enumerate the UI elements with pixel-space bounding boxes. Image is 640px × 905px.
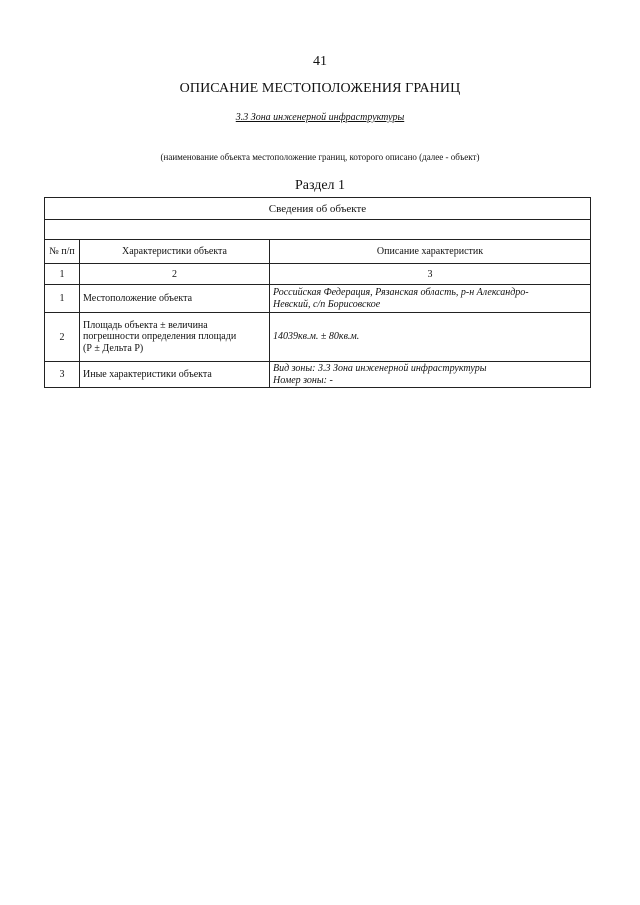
row-number: 2 (45, 313, 80, 362)
column-number-2: 2 (80, 264, 270, 285)
column-numbers-row (45, 264, 591, 285)
document-title: ОПИСАНИЕ МЕСТОПОЛОЖЕНИЯ ГРАНИЦ (179, 81, 461, 96)
section-title: Раздел 1 (294, 178, 346, 193)
row-description (270, 362, 591, 388)
row-description (270, 285, 591, 313)
column-number-3: 3 (270, 264, 591, 285)
table-row (45, 313, 591, 362)
row-description-line: Невский, с/п Борисовское (273, 298, 381, 310)
row-description-line: Вид зоны: 3.3 Зона инженерной инфраструктуры (273, 363, 487, 374)
row-number: 1 (45, 285, 80, 313)
page-number: 41 (313, 54, 327, 69)
table-row (45, 362, 591, 388)
object-info-table (44, 197, 591, 388)
row-description-line: Российская Федерация, Рязанская область, р-н Александро- (273, 287, 529, 298)
header-characteristic: Характеристики объекта (80, 240, 270, 264)
column-number-1: 1 (45, 264, 80, 285)
row-characteristic: Иные характеристики объекта (80, 362, 270, 388)
table-caption-row (45, 198, 591, 220)
object-name (0, 112, 640, 123)
row-number: 3 (45, 362, 80, 388)
row-characteristic: Местоположение объекта (80, 285, 270, 313)
row-characteristic-line: (Р ± Дельта Р) (83, 342, 144, 354)
row-description: 14039кв.м. ± 80кв.м. (270, 313, 591, 362)
row-characteristic-line: погрешности определения площади (83, 331, 237, 343)
table-blank-row (45, 220, 591, 240)
object-name-text: 3.3 Зона инженерной инфраструктуры (235, 112, 405, 123)
table-blank-cell (45, 220, 591, 240)
header-description: Описание характеристик (270, 240, 591, 264)
table-header-row (45, 240, 591, 264)
row-characteristic-line: Площадь объекта ± величина (83, 319, 208, 331)
object-caption: (наименование объекта местоположение границ, которого описано (далее - объект) (160, 152, 480, 162)
header-number: № п/п (45, 240, 80, 264)
row-description-line: Номер зоны: - (273, 374, 333, 386)
table-caption: Сведения об объекте (45, 198, 591, 220)
row-characteristic (80, 313, 270, 362)
table-row (45, 285, 591, 313)
